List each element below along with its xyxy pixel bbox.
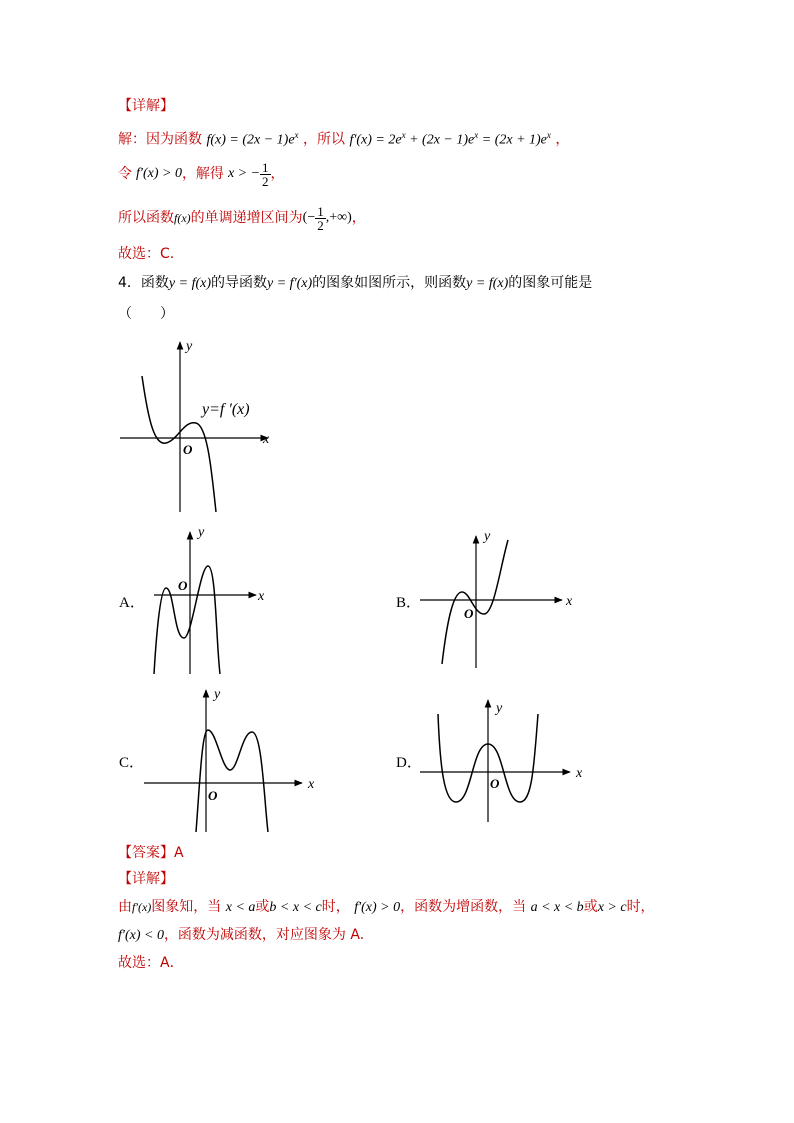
option-c-y-label: y (214, 687, 221, 702)
option-b-y-label: y (484, 529, 491, 544)
detail-label-2: 【详解】 (118, 871, 174, 887)
solution1-x-bound: x > − (227, 166, 261, 181)
s2-positive: f′(x) > 0 (354, 900, 401, 915)
solution1-f-expression: f(x) = (2x − 1)e (206, 132, 295, 148)
fraction-numerator: 1 (262, 159, 269, 175)
option-a-label[interactable]: A． (119, 595, 145, 611)
s2-cond-1: x < a (225, 900, 256, 915)
s2-when-1: 时， (321, 899, 350, 915)
solution1-derivative-c: = (2x + 1)e (478, 132, 547, 148)
derivative-graph (116, 336, 280, 516)
solution1-line1-end: ， (555, 131, 570, 148)
option-d-graph[interactable] (418, 696, 590, 824)
answer-blank: （ ） (118, 306, 174, 322)
interval-close: ,+∞) (325, 210, 352, 225)
solution2-line1 (118, 898, 655, 917)
exp-2: x (401, 130, 406, 140)
q4-text-3: 的图象如图所示，则函数 (312, 275, 467, 291)
exp-3: x (474, 130, 479, 140)
option-d-origin: O (490, 776, 500, 791)
answer-value: A (174, 845, 184, 861)
s2-text-c: 图象知，当 (151, 899, 222, 915)
solution1-line3-f: f(x) (174, 211, 191, 225)
q4-text-4: 的图象可能是 (508, 275, 593, 291)
solution1-line1-prefix: 解：因为函数 (118, 131, 202, 148)
solution1-choice: 故选：C. (118, 246, 175, 262)
s2-cond-2: b < x < c (269, 900, 322, 915)
solution1-derivative-b: + (2x − 1)e (405, 132, 475, 148)
option-a-y-label: y (198, 525, 205, 540)
solution1-line3-mid: 的单调递增区间为 (190, 210, 303, 226)
detail-label-1: 【详解】 (118, 98, 174, 114)
solution1-line2-mid: ，解得 (181, 166, 224, 182)
s2-cond-3: a < x < b (530, 900, 584, 915)
interval-fraction-denominator: 2 (317, 217, 324, 233)
derivative-curve (142, 376, 216, 512)
exp-4: x (546, 130, 551, 140)
y-axis-label: y (186, 339, 193, 354)
solution1-line2-end: ， (270, 166, 285, 182)
q4-function-2: y = f(x) (466, 276, 509, 291)
option-c-origin: O (208, 788, 218, 803)
option-b-curve (442, 540, 508, 664)
s2-cond-4: x > c (597, 900, 627, 915)
option-d-y-label: y (496, 701, 503, 716)
option-c-graph[interactable] (142, 684, 322, 834)
solution1-line1-mid: ，所以 (302, 131, 345, 148)
q4-text-2: 的导函数 (211, 275, 268, 291)
fraction-denominator: 2 (262, 173, 269, 189)
solution1-line3-end: ， (351, 210, 366, 226)
solution2-line2 (118, 926, 364, 945)
option-c-curve (196, 730, 268, 832)
q4-derivative: y = f′(x) (267, 276, 313, 291)
question-4-stem (118, 274, 592, 293)
interval-fraction (315, 205, 326, 232)
answer-label: 【答案】 (118, 845, 174, 861)
s2-or-1: 或 (255, 899, 270, 915)
fraction-half (260, 161, 271, 188)
s2-or-2: 或 (583, 899, 598, 915)
option-b-origin: O (464, 606, 474, 621)
interval-open: (− (302, 210, 316, 225)
s2-decreasing: ，函数为减函数，对应图象为 A. (163, 927, 365, 943)
option-b-label[interactable]: B． (396, 595, 422, 611)
option-d-x-label: x (576, 766, 583, 781)
solution1-derivative: f′(x) = 2e (349, 132, 402, 148)
solution1-line3-prefix: 所以函数 (118, 210, 174, 226)
s2-negative: f′(x) < 0 (118, 928, 164, 943)
origin-label: O (183, 442, 193, 457)
interval-fraction-numerator: 1 (317, 203, 324, 219)
q4-text-1: 函数 (140, 275, 169, 291)
exp-1: x (294, 130, 299, 140)
option-b-x-label: x (566, 594, 573, 609)
solution1-inequality: f′(x) > 0 (136, 166, 182, 181)
s2-when-2: 时， (626, 899, 655, 915)
answer-line (118, 844, 184, 862)
solution1-line2 (118, 157, 285, 191)
x-axis-label: x (263, 432, 270, 447)
solution1-line3 (118, 201, 366, 235)
solution1-line1 (118, 126, 569, 150)
option-a-x-label: x (258, 589, 265, 604)
option-c-label[interactable]: C． (119, 755, 145, 771)
s2-increasing: ，函数为增函数，当 (400, 899, 527, 915)
question-number: 4． (118, 275, 141, 291)
solution1-line2-prefix: 令 (118, 166, 132, 182)
s2-text-a: 由 (118, 899, 132, 915)
curve-label: y=f ′(x) (202, 401, 250, 418)
option-d-label[interactable]: D． (396, 755, 422, 771)
option-a-graph[interactable] (148, 520, 272, 676)
option-b-graph[interactable] (416, 526, 578, 672)
q4-function: y = f(x) (168, 276, 212, 291)
option-c-x-label: x (308, 777, 315, 792)
solution2-choice: 故选：A． (118, 955, 184, 971)
s2-derivative: f′(x) (132, 900, 152, 914)
option-a-origin: O (178, 578, 188, 593)
